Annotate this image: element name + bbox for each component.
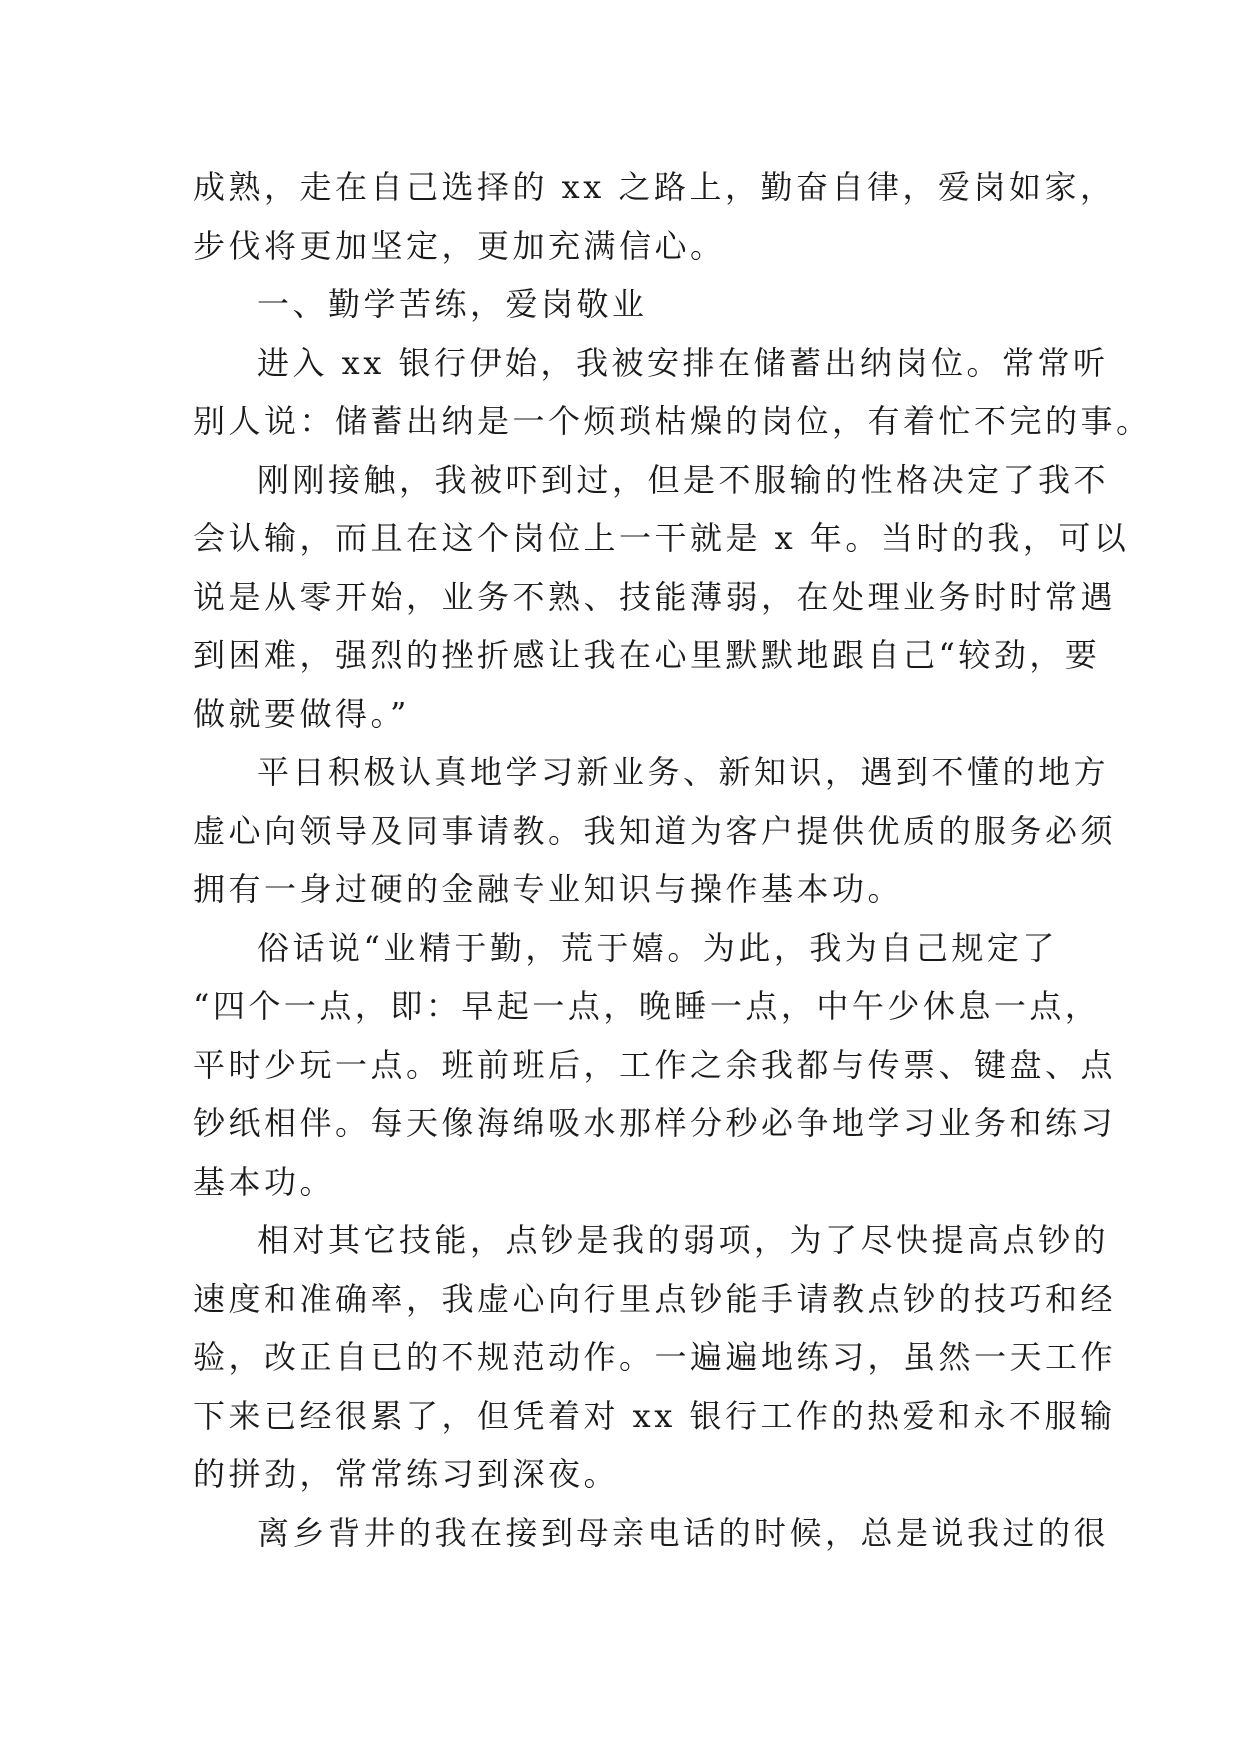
text-line: “四个一点，即：早起一点，晚睡一点，中午少休息一点，	[193, 987, 1101, 1025]
text-line: 验，改正自已的不规范动作。一遍遍地练习，虽然一天工作	[193, 1338, 1117, 1376]
paragraph	[193, 1211, 1117, 1504]
text-line: 刚刚接触，我被吓到过，但是不服输的性格决定了我不	[257, 460, 1110, 499]
paragraph	[193, 743, 1117, 919]
text-line: 钞纸相伴。每天像海绵吸水那样分秒必争地学习业务和练习	[193, 1104, 1117, 1142]
paragraph	[193, 1504, 1110, 1563]
text-line: 基本功。	[193, 1162, 336, 1201]
text-line: 的拼劲，常常练习到深夜。	[193, 1455, 620, 1493]
text-line: 到困难，强烈的挫折感让我在心里默默地跟自己“较劲，要	[193, 636, 1101, 674]
text-line: 速度和准确率，我虚心向行里点钞能手请教点钞的技巧和经	[193, 1279, 1117, 1318]
text-line: 步伐将更加坚定，更加充满信心。	[193, 226, 726, 265]
text-line: 相对其它技能，点钞是我的弱项，为了尽快提高点钞的	[257, 1221, 1110, 1259]
text-line: 做就要做得。”	[193, 694, 410, 733]
text-line: 平日积极认真地学习新业务、新知识，遇到不懂的地方	[257, 753, 1110, 791]
document-body	[193, 158, 1152, 1562]
text-line: 俗话说“业精于勤，荒于嬉。为此，我为自己规定了	[257, 928, 1058, 967]
paragraph	[193, 919, 1117, 1212]
text-line: 说是从零开始，业务不熟、技能薄弱，在处理业务时时常遇	[193, 577, 1117, 616]
text-line: 成熟，走在自己选择的 xx 之路上，勤奋自律，爱岗如家，	[193, 168, 1116, 206]
text-line: 平时少玩一点。班前班后，工作之余我都与传票、键盘、点	[193, 1045, 1117, 1084]
paragraph	[193, 334, 1152, 451]
text-line: 别人说：储蓄出纳是一个烦琐枯燥的岗位，有着忙不完的事。	[193, 402, 1152, 440]
paragraph	[193, 451, 1130, 744]
heading-text: 一、勤学苦练，爱岗敬业	[257, 285, 648, 323]
text-line: 虚心向领导及同事请教。我知道为客户提供优质的服务必须	[193, 811, 1117, 850]
text-line: 拥有一身过硬的金融专业知识与操作基本功。	[193, 870, 904, 908]
text-line: 离乡背井的我在接到母亲电话的时候，总是说我过的很	[257, 1513, 1110, 1552]
paragraph-continuation	[193, 158, 1116, 275]
text-line: 会认输，而且在这个岗位上一干就是 x 年。当时的我，可以	[193, 519, 1130, 557]
text-line: 进入 xx 银行伊始，我被安排在储蓄出纳岗位。常常听	[257, 343, 1109, 382]
section-heading	[193, 275, 1055, 334]
text-line: 下来已经很累了，但凭着对 xx 银行工作的热爱和永不服输	[193, 1396, 1116, 1435]
